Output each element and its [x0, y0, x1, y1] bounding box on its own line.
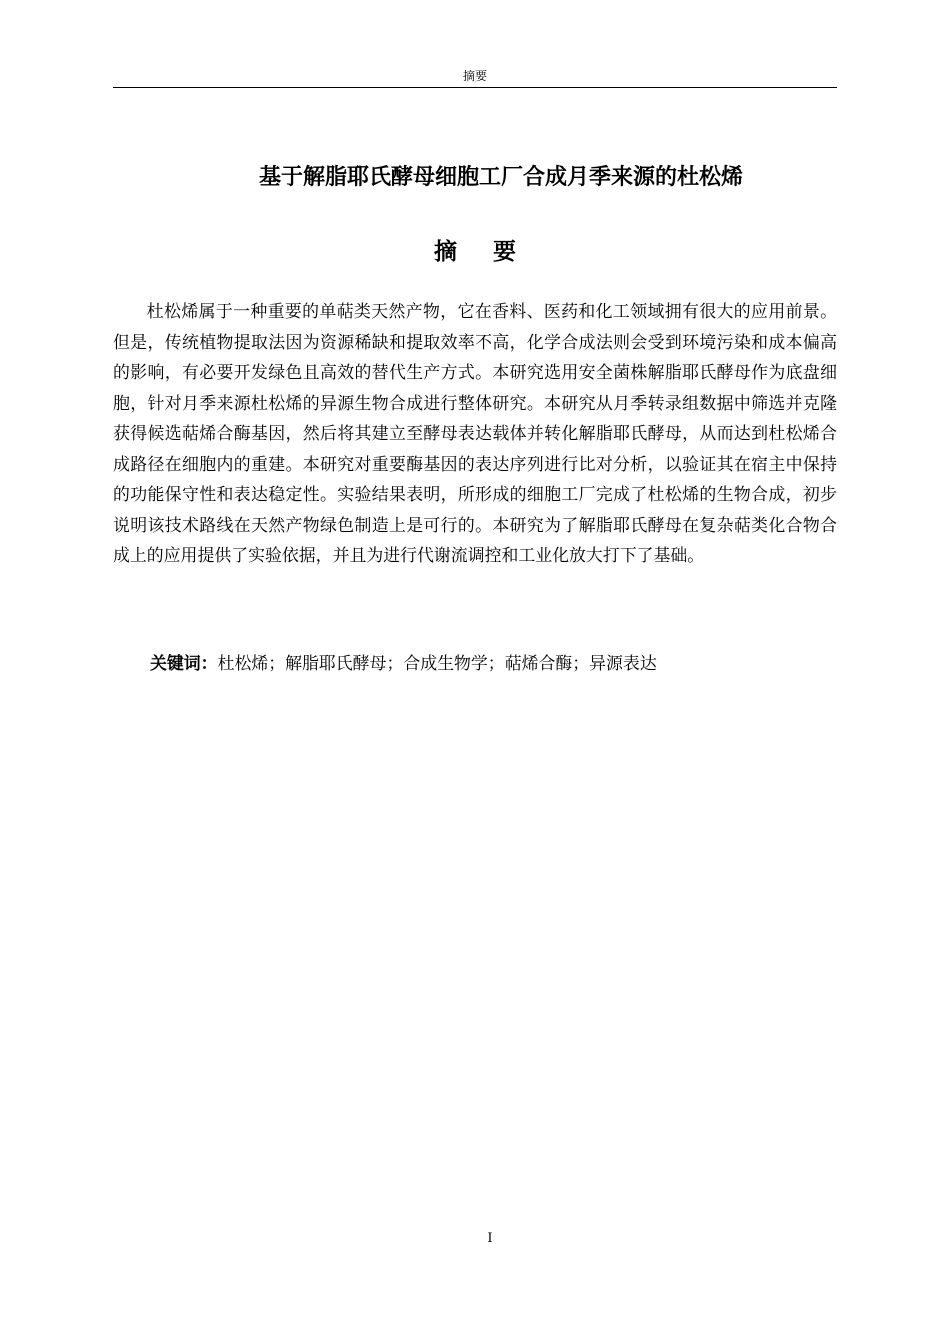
keywords-list: 杜松烯；解脂耶氏酵母；合成生物学；萜烯合酶；异源表达 — [217, 653, 657, 673]
abstract-heading-char-2: 要 — [493, 239, 516, 265]
document-title: 基于解脂耶氏酵母细胞工厂合成月季来源的杜松烯 — [258, 165, 743, 190]
abstract-heading-char-1: 摘 — [434, 239, 457, 265]
abstract-heading — [113, 234, 837, 270]
keywords-line — [150, 648, 837, 678]
page-number: I — [487, 1231, 493, 1246]
keywords-label: 关键词： — [150, 653, 218, 673]
header-divider — [113, 87, 837, 88]
running-header: 摘要 — [462, 69, 487, 83]
abstract-paragraph: 杜松烯属于一种重要的单萜类天然产物，它在香料、医药和化工领域拥有很大的应用前景。但是，传统植物提取法因为资源稀缺和提取效率不高，化学合成法则会受到环境污染和成本偏高的影响，有必要开发绿色且高效的替代生产方式。本研究选用安全菌株解脂耶氏酵母作为底盘细胞，针对月季来源杜松烯的异源生物合成进行整体研究。本研究从月季转录组数据中筛选并克隆获得候选萜烯合酶基因，然后将其建立至酵母表达载体并转化解脂耶氏酵母，从而达到杜松烯合成路径在细胞内的重建。本研究对重要酶基因的表达序列进行比对分析，以验证其在宿主中保持的功能保守性和表达稳定性。实验结果表明，所形成的细胞工厂完成了杜松烯的生物合成，初步说明该技术路线在天然产物绿色制造上是可行的。本研究为了解脂耶氏酵母在复杂萜类化合物合成上的应用提供了实验依据，并且为进行代谢流调控和工业化放大打下了基础。 — [113, 301, 837, 565]
